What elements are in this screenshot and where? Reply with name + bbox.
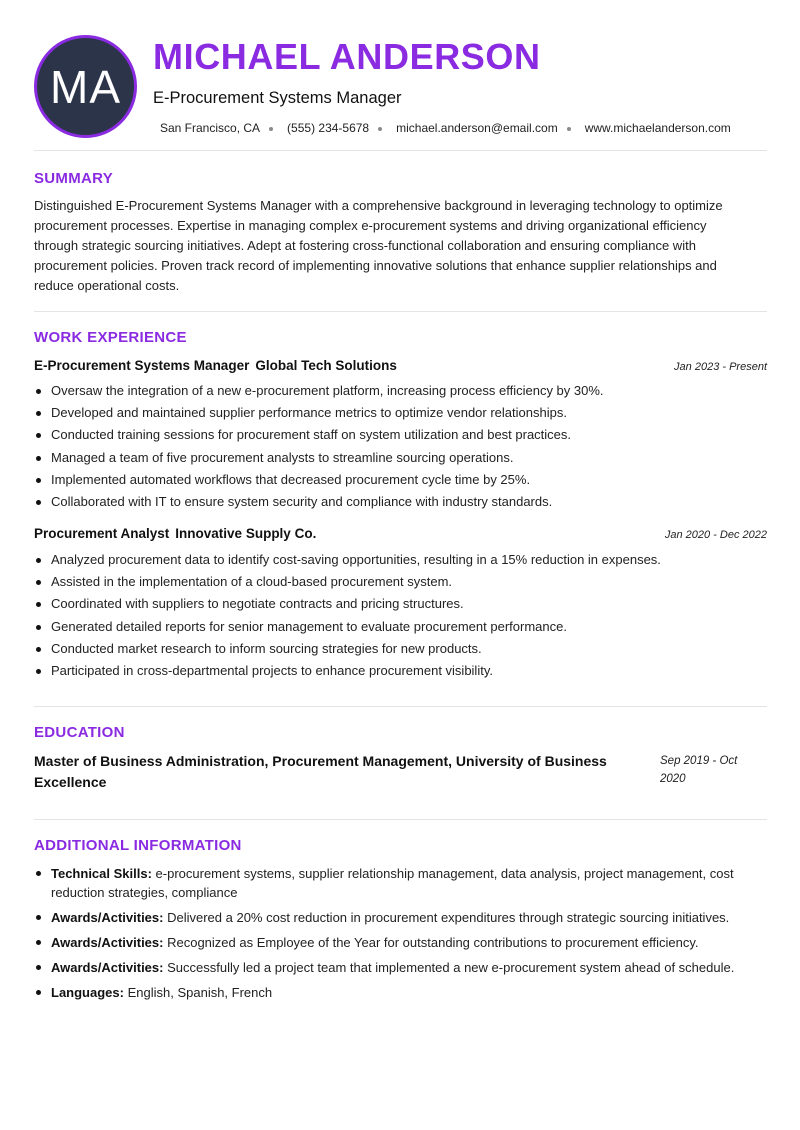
info-text: e-procurement systems, supplier relationship management, data analysis, project management, cost reduction strategies, compliance xyxy=(51,866,734,900)
list-item: Analyzed procurement data to identify cost-saving opportunities, resulting in a 15% reduction in expenses. xyxy=(51,549,767,571)
info-text: Delivered a 20% cost reduction in procurement expenditures through strategic sourcing initiatives. xyxy=(167,910,730,925)
separator-dot xyxy=(269,127,273,131)
list-item: Managed a team of five procurement analysts to streamline sourcing operations. xyxy=(51,447,767,469)
avatar-initials: MA xyxy=(50,60,121,113)
job-header xyxy=(34,358,767,373)
work-experience-heading: WORK EXPERIENCE xyxy=(34,329,187,346)
contact-phone[interactable]: (555) 234-5678 xyxy=(287,121,370,135)
list-item: Assisted in the implementation of a cloud-based procurement system. xyxy=(51,571,767,593)
divider xyxy=(34,150,767,151)
list-item: Coordinated with suppliers to negotiate contracts and pricing structures. xyxy=(51,593,767,615)
additional-info-heading: ADDITIONAL INFORMATION xyxy=(34,837,242,854)
job-position xyxy=(34,526,316,541)
list-item: Conducted market research to inform sourcing strategies for new products. xyxy=(51,638,767,660)
info-label: Awards/Activities: xyxy=(51,935,164,950)
education-dates: Sep 2019 - Oct 2020 xyxy=(660,755,738,785)
list-item xyxy=(51,864,767,902)
job-company: Global Tech Solutions xyxy=(255,358,397,373)
list-item xyxy=(51,983,767,1002)
summary-heading: SUMMARY xyxy=(34,170,114,187)
list-item: Implemented automated workflows that decreased procurement cycle time by 25%. xyxy=(51,469,767,491)
list-item: Conducted training sessions for procurement staff on system utilization and best practices. xyxy=(51,424,767,446)
additional-info-list xyxy=(51,864,767,1008)
summary-text: Distinguished E-Procurement Systems Manager with a comprehensive background in leveraging technology to optimize procurement processes. Expertise in managing complex e-procurement systems and driving organizational efficiency through strategic sourcing initiatives. Adept at fostering cross-functional collaboration and ensuring compliance with procurement policies. Proven track record of implementing innovative solutions that enhance supplier relationships and reduce operational costs. xyxy=(34,198,723,293)
avatar xyxy=(34,35,137,138)
contact-website[interactable]: www.michaelanderson.com xyxy=(584,121,731,135)
list-item xyxy=(51,908,767,927)
contact-bar xyxy=(160,121,731,135)
info-label: Technical Skills: xyxy=(51,866,152,881)
list-item: Oversaw the integration of a new e-procurement platform, increasing process efficiency by 30%. xyxy=(51,380,767,402)
job-dates: Jan 2020 - Dec 2022 xyxy=(664,529,767,541)
separator-dot xyxy=(378,127,382,131)
list-item xyxy=(51,933,767,952)
divider xyxy=(34,311,767,312)
contact-location: San Francisco, CA xyxy=(160,121,261,135)
list-item: Generated detailed reports for senior management to evaluate procurement performance. xyxy=(51,616,767,638)
job-role: Procurement Analyst xyxy=(34,526,170,541)
list-item: Developed and maintained supplier performance metrics to optimize vendor relationships. xyxy=(51,402,767,424)
info-label: Awards/Activities: xyxy=(51,960,164,975)
job-dates: Jan 2023 - Present xyxy=(674,361,767,373)
education-degree: Master of Business Administration, Procurement Management, University of Business Excellence xyxy=(34,753,607,790)
separator-dot xyxy=(567,127,571,131)
list-item: Collaborated with IT to ensure system security and compliance with industry standards. xyxy=(51,491,767,513)
info-text: English, Spanish, French xyxy=(127,985,273,1000)
list-item: Participated in cross-departmental projects to enhance procurement visibility. xyxy=(51,660,767,682)
divider xyxy=(34,819,767,820)
info-label: Languages: xyxy=(51,985,124,1000)
contact-email[interactable]: michael.anderson@email.com xyxy=(396,121,558,135)
divider xyxy=(34,706,767,707)
candidate-name: MICHAEL ANDERSON xyxy=(153,36,541,77)
education-heading: EDUCATION xyxy=(34,724,125,741)
job-role: E-Procurement Systems Manager xyxy=(34,358,250,373)
info-text: Successfully led a project team that implemented a new e-procurement system ahead of schedule. xyxy=(167,960,735,975)
job-header xyxy=(34,526,767,541)
info-text: Recognized as Employee of the Year for outstanding contributions to procurement efficiency. xyxy=(167,935,699,950)
list-item xyxy=(51,958,767,977)
info-label: Awards/Activities: xyxy=(51,910,164,925)
job-bullet-list xyxy=(51,380,767,513)
candidate-title: E-Procurement Systems Manager xyxy=(153,89,402,107)
job-position xyxy=(34,358,397,373)
job-company: Innovative Supply Co. xyxy=(175,526,317,541)
job-bullet-list xyxy=(51,549,767,682)
